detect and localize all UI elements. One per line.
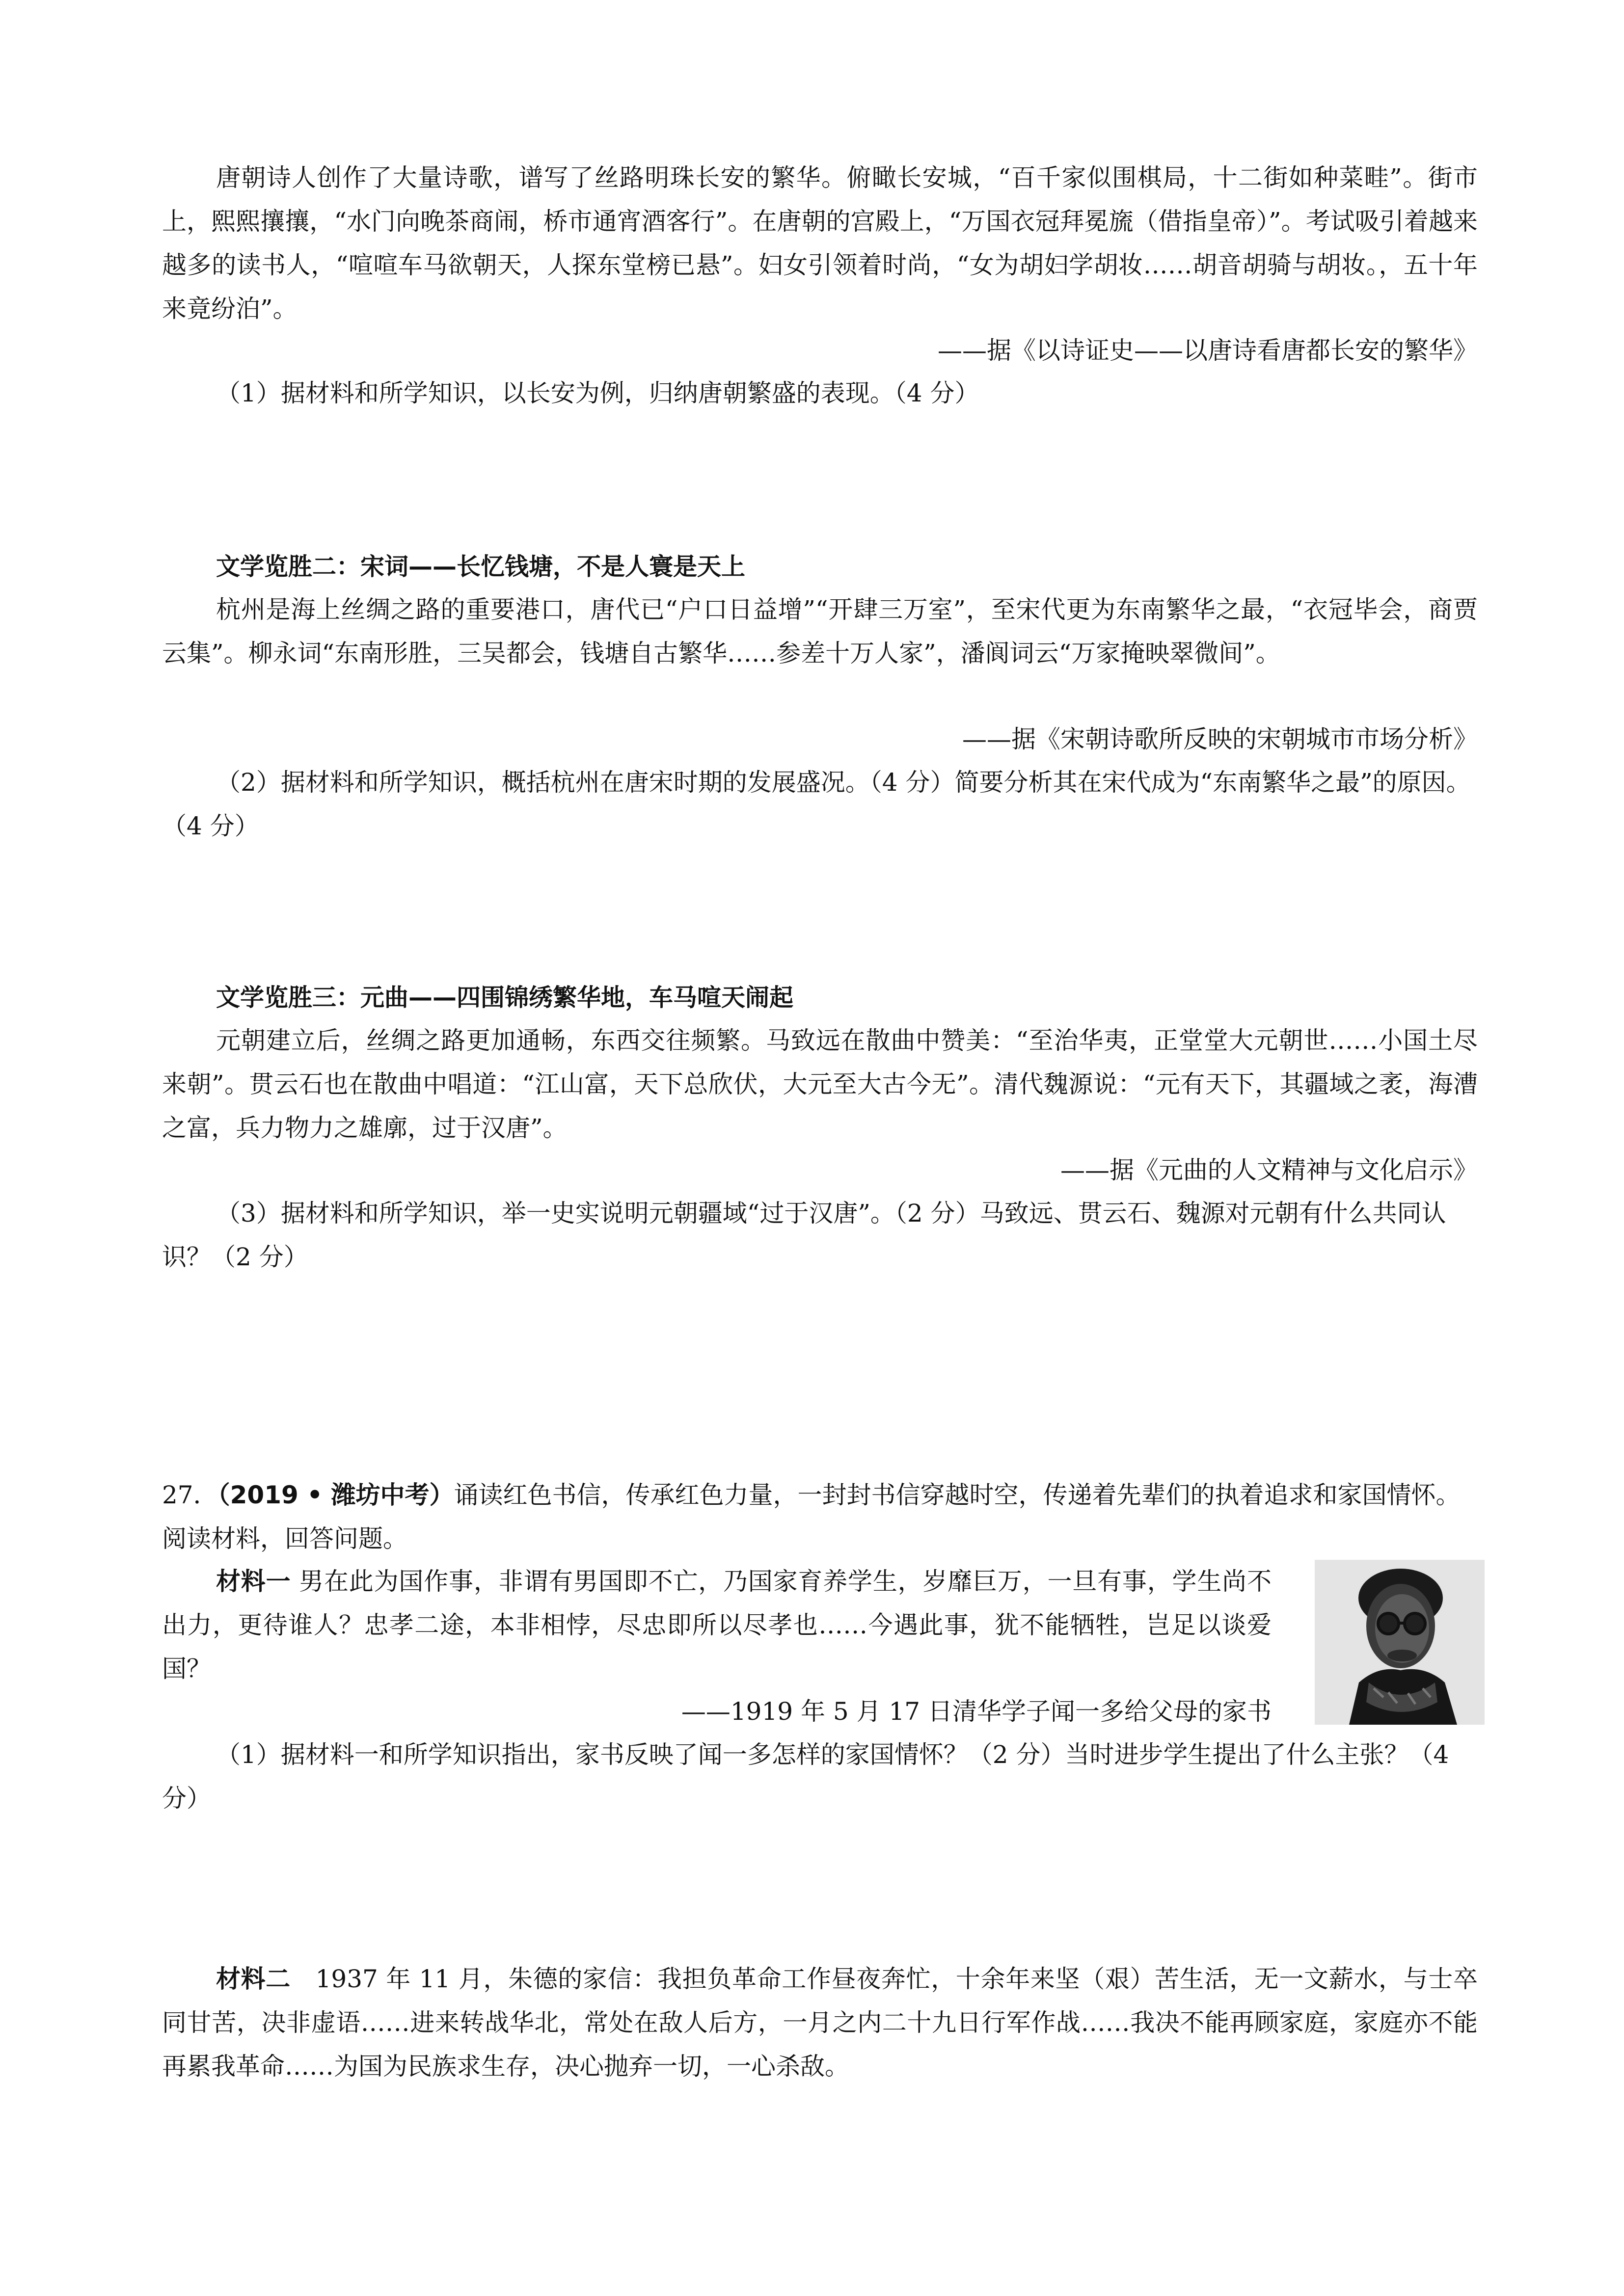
question-27-1: （1）据材料一和所学知识指出，家书反映了闻一多怎样的家国情怀？（2 分）当时进步学生提出了什么主张？（4 分） [162,1740,1449,1813]
source-song: ——据《宋朝诗歌所反映的宋朝城市市场分析》 [962,725,1478,753]
question-3: （3）据材料和所学知识，举一史实说明元朝疆域“过于汉唐”。（2 分）马致远、贯云石、魏源对元朝有什么共同认识？（2 分） [162,1199,1446,1271]
material-2-label: 材料二 [216,1965,291,1993]
material-2 [162,1957,1478,2088]
material-1-text: 男在此为国作事，非谓有男国即不亡，乃国家育养学生，岁靡巨万，一旦有事，学生尚不出力，更待谁人？忠孝二途，本非相悖，尽忠即所以尽孝也……今遇此事，犹不能牺牲，岂足以谈爱国？ [162,1567,1272,1683]
question-number: 27． [162,1481,218,1509]
heading-song-ci: 文学览胜二：宋词——长忆钱塘，不是人寰是天上 [216,553,746,581]
material-hangzhou: 杭州是海上丝绸之路的重要港口，唐代已“户口日益增”“开肆三万室”，至宋代更为东南繁华之最，“衣冠毕会，商贾云集”。柳永词“东南形胜，三吴都会，钱塘自古繁华……参差十万人家”，潘阆词云“万家掩映翠微间”。 [162,595,1478,667]
question-tag: （2019 • 潍坊中考） [217,1481,454,1509]
portrait-photo [1315,1560,1485,1725]
material-yuan: 元朝建立后，丝绸之路更加通畅，东西交往频繁。马致远在散曲中赞美：“至治华夷，正堂堂大元朝世……小国土尽来朝”。贯云石也在散曲中唱道：“江山富，天下总欣伏，大元至大古今无”。清代魏源说：“元有天下，其疆域之袤，海漕之富，兵力物力之雄廓，过于汉唐”。 [162,1026,1478,1142]
question-2: （2）据材料和所学知识，概括杭州在唐宋时期的发展盛况。（4 分）简要分析其在宋代成为“东南繁华之最”的原因。（4 分） [162,768,1471,840]
question-1: （1）据材料和所学知识，以长安为例，归纳唐朝繁盛的表现。（4 分） [216,379,979,407]
heading-yuan-qu: 文学览胜三：元曲——四围锦绣繁华地，车马喧天闹起 [216,984,794,1012]
source-tang: ——据《以诗证史——以唐诗看唐都长安的繁华》 [938,336,1478,365]
material-1 [162,1560,1272,1691]
material-2-text: 1937 年 11 月，朱德的家信：我担负革命工作昼夜奔忙，十余年来坚（艰）苦生活，无一文薪水，与士卒同甘苦，决非虚语……进来转战华北，常处在敌人后方，一月之内二十九日行军作战……我决不能再顾家庭，家庭亦不能再累我革命……为国为民族求生存，决心抛弃一切，一心杀敌。 [162,1965,1478,2081]
question-27-intro [162,1473,1478,1561]
material-tang-changan: 唐朝诗人创作了大量诗歌，谱写了丝路明珠长安的繁华。俯瞰长安城，“百千家似围棋局，十二街如种菜畦”。街市上，熙熙攘攘，“水门向晚茶商闹，桥市通宵酒客行”。在唐朝的宫殿上，“万国衣冠拜冕旒（借指皇帝）”。考试吸引着越来越多的读书人，“喧喧车马欲朝天，人探东堂榜已悬”。妇女引领着时尚，“女为胡妇学胡妆……胡音胡骑与胡妆。，五十年来竟纷泊”。 [162,163,1478,323]
source-yuan: ——据《元曲的人文精神与文化启示》 [1060,1156,1478,1184]
question-intro-text: 诵读红色书信，传承红色力量，一封封书信穿越时空，传递着先辈们的执着追求和家国情怀。阅读材料，回答问题。 [162,1481,1461,1553]
material-1-label: 材料一 [216,1567,291,1596]
source-wen-yiduo: ——1919 年 5 月 17 日清华学子闻一多给父母的家书 [681,1697,1272,1726]
